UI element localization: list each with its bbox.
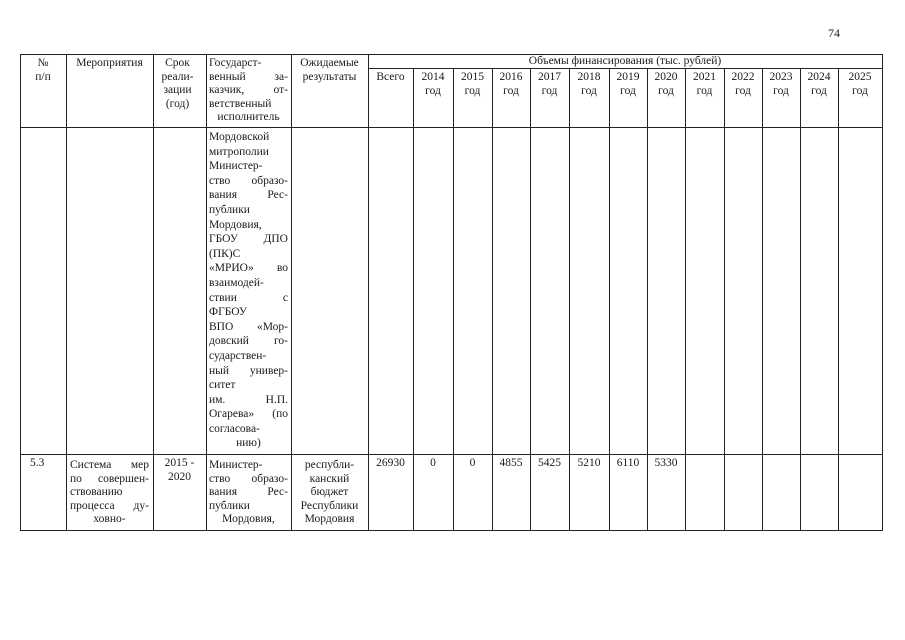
continuation-customer-line: сударствен- — [209, 349, 267, 362]
row-5-3-measure-line: по совершен- — [70, 472, 149, 485]
column-rule — [291, 54, 292, 531]
header-year-2018 — [569, 71, 609, 98]
header-customer-line: казчик, от- — [209, 84, 288, 97]
page-number: 74 — [828, 26, 840, 40]
header-customer-line: исполнитель — [217, 111, 280, 124]
continuation-customer-line: ситет — [209, 379, 236, 392]
column-rule — [838, 68, 839, 531]
row-5-3-customer-line: Министер- — [209, 459, 263, 471]
header-num — [20, 57, 66, 84]
row-5-3-results-line: Мордовия — [304, 513, 355, 526]
row-5-3-value-2019: 6110 — [616, 457, 640, 469]
continuation-customer-line: Мордовия, — [209, 218, 262, 231]
column-rule — [724, 68, 725, 531]
year-label: 2017 — [538, 71, 561, 83]
year-label: 2014 — [421, 71, 445, 83]
header-results-line: Ожидаемые — [300, 57, 359, 69]
continuation-customer-line: ствии с — [209, 291, 288, 304]
column-rule — [685, 68, 686, 531]
row-5-3-results-line: бюджет — [310, 486, 349, 499]
year-label: 2024 — [807, 71, 831, 83]
year-word: год — [503, 84, 519, 97]
continuation-customer-line: митрополии — [209, 145, 269, 158]
year-word: год — [464, 84, 481, 97]
continuation-customer-line: ный универ- — [209, 364, 288, 377]
header-bottom-rule — [20, 127, 882, 128]
column-rule — [762, 68, 763, 531]
row-5-3-value-2020: 5330 — [654, 457, 678, 469]
continuation-customer-line: «МРИО» во — [209, 262, 288, 275]
header-results — [291, 57, 368, 84]
year-label: 2015 — [461, 71, 484, 83]
row-5-3-customer — [209, 459, 288, 527]
row-5-3-customer-line: ство образо- — [209, 472, 288, 485]
year-label: 2018 — [577, 71, 601, 83]
header-year-2015 — [453, 71, 492, 98]
row-5-3-results — [295, 459, 364, 527]
row-5-3-num: 5.3 — [30, 457, 45, 469]
row-5-3-customer-line: Мордовия, — [222, 513, 275, 526]
continuation-customer-line: Огарева» (по — [209, 408, 288, 421]
continuation-customer-line: нию) — [236, 437, 261, 450]
row-5-3-measure-line: ховно- — [93, 513, 126, 526]
header-num-line: № — [37, 57, 49, 69]
header-year-2025 — [838, 71, 882, 98]
year-label: 2025 — [848, 71, 872, 83]
header-year-2022 — [724, 71, 762, 98]
continuation-customer-line: довский го- — [209, 335, 288, 348]
year-word: год — [852, 84, 868, 97]
row-5-3-term — [153, 457, 206, 484]
row-5-3-value-2017: 5425 — [538, 457, 561, 469]
year-label: 2022 — [731, 71, 755, 83]
header-customer-line: ветственный — [209, 97, 272, 110]
header-term-line: Срок — [165, 57, 190, 69]
header-num-line: п/п — [35, 70, 51, 83]
table-bottom-border — [20, 530, 882, 531]
row-5-3-value-2015: 0 — [469, 457, 476, 469]
header-term-line: реали- — [161, 70, 194, 83]
continuation-customer-line: Мордовской — [209, 131, 270, 143]
continuation-customer-line: ство образо- — [209, 174, 288, 187]
header-measures-line: Мероприятия — [76, 57, 143, 69]
header-year-2021 — [685, 71, 724, 98]
header-measures — [66, 57, 153, 71]
year-word: год — [658, 84, 674, 97]
row-5-3-measure-line: Система мер — [70, 459, 149, 471]
year-label: 2020 — [654, 71, 678, 83]
continuation-customer-line: ВПО «Мор- — [209, 320, 288, 333]
header-year-2017 — [530, 71, 569, 98]
year-word: год — [735, 84, 751, 97]
header-term-line: зации — [163, 84, 192, 97]
header-year-2023 — [762, 71, 800, 98]
year-label: 2021 — [693, 71, 716, 83]
column-rule — [206, 54, 207, 531]
continuation-customer-line: им. Н.П. — [209, 393, 288, 406]
continuation-customer-line: ФГБОУ — [209, 306, 248, 319]
row-5-3-customer-line: вания Рес- — [209, 486, 288, 499]
header-year-2014 — [413, 71, 453, 98]
row-5-3-results-line: республи- — [304, 459, 355, 471]
column-rule — [882, 54, 883, 531]
header-year-2019 — [609, 71, 647, 98]
header-customer — [209, 57, 288, 125]
row-5-3-results-line: канский — [309, 472, 350, 485]
header-funding-title: Объемы финансирования (тыс. рублей) — [528, 55, 722, 67]
header-year-2020 — [647, 71, 685, 98]
continuation-row-bottom-rule — [20, 454, 882, 455]
year-label: 2016 — [499, 71, 523, 83]
year-word: год — [696, 84, 713, 97]
continuation-customer-line: публики — [209, 203, 250, 216]
row-5-3-total: 26930 — [376, 457, 405, 469]
row-5-3-results-line: Республики — [300, 499, 359, 512]
continuation-customer — [209, 130, 288, 451]
row-5-3-term-line: 2015 - — [164, 457, 195, 469]
continuation-customer-line: согласова- — [209, 422, 260, 435]
year-word: год — [773, 84, 789, 97]
continuation-customer-line: (ПК)С — [209, 247, 241, 260]
column-rule — [800, 68, 801, 531]
year-word: год — [541, 84, 558, 97]
year-word: год — [811, 84, 827, 97]
row-5-3-value-2014: 0 — [430, 457, 436, 469]
continuation-customer-line: взаимодей- — [209, 276, 264, 289]
year-label: 2019 — [616, 71, 640, 83]
row-5-3-term-line: 2020 — [168, 470, 191, 483]
continuation-customer-line: Министер- — [209, 160, 263, 173]
row-5-3-measure-line: процесса ду- — [70, 499, 149, 512]
header-term — [153, 57, 202, 111]
row-5-3-measure — [70, 459, 149, 527]
row-5-3-customer-line: публики — [209, 499, 250, 512]
header-year-2024 — [800, 71, 838, 98]
header-customer-line: венный за- — [209, 70, 288, 83]
year-word: год — [620, 84, 636, 97]
header-customer-line: Государст- — [209, 57, 262, 69]
year-word: год — [581, 84, 597, 97]
header-term-line: (год) — [165, 97, 190, 110]
column-rule — [66, 54, 67, 531]
row-5-3-value-2018: 5210 — [577, 457, 601, 469]
row-5-3-measure-line: ствованию — [70, 486, 123, 499]
row-5-3-value-2016: 4855 — [499, 457, 523, 469]
header-results-line: результаты — [302, 70, 357, 83]
year-label: 2023 — [769, 71, 793, 83]
continuation-customer-line: вания Рес- — [209, 189, 288, 202]
header-total: Всего — [376, 71, 405, 83]
column-rule — [20, 54, 21, 531]
year-word: год — [425, 84, 441, 97]
continuation-customer-line: ГБОУ ДПО — [209, 233, 288, 246]
header-year-2016 — [492, 71, 530, 98]
